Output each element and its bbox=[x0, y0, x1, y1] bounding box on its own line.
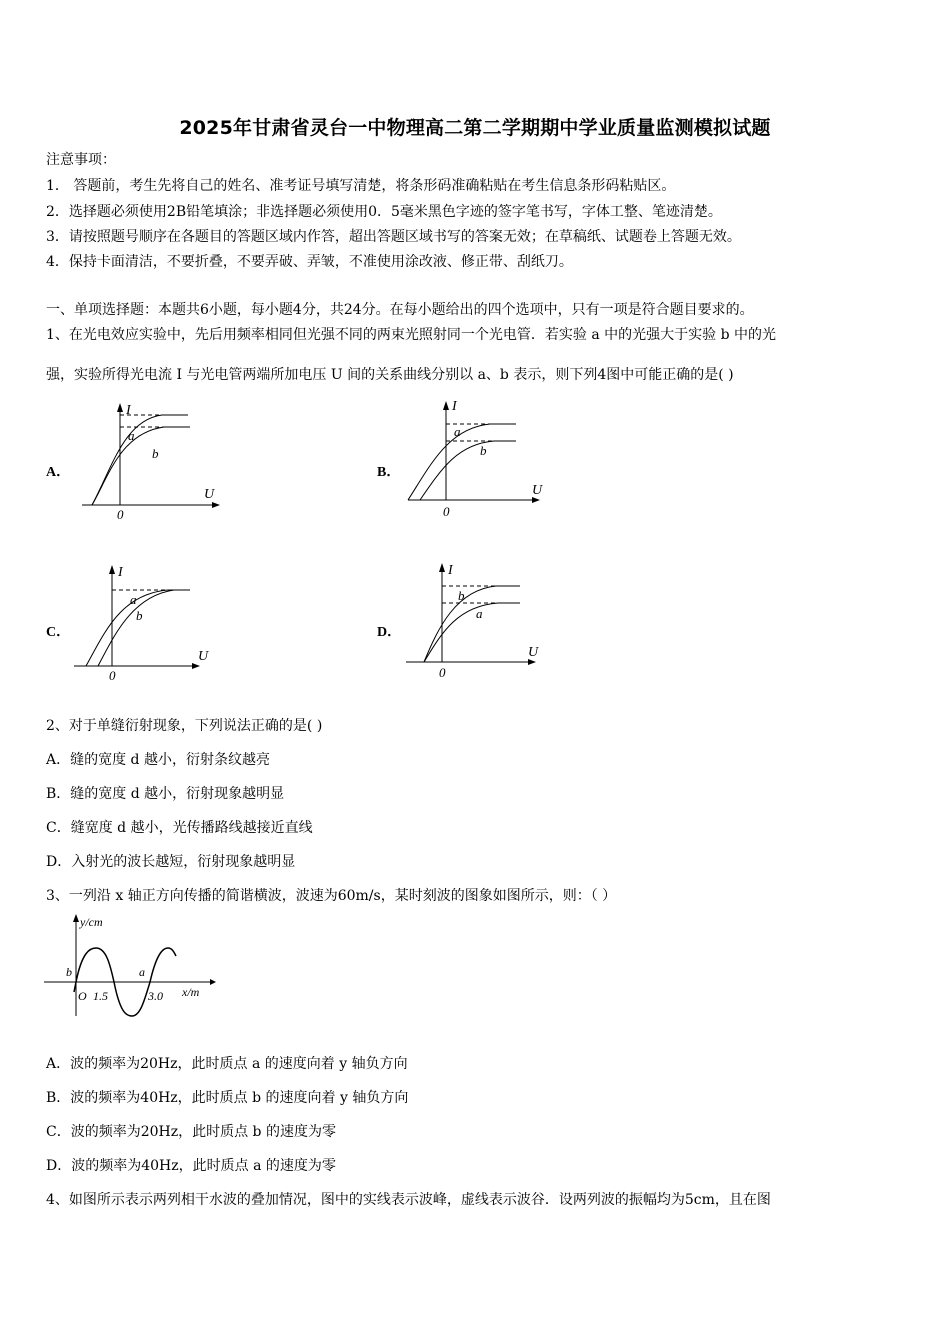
origin-label: 0 bbox=[117, 507, 124, 522]
origin-label: 0 bbox=[109, 668, 116, 683]
section-heading: 一、单项选择题：本题共6小题，每小题4分，共24分。在每小题给出的四个选项中，只有一项是符合题目要求的。 bbox=[46, 302, 754, 318]
answer-option: C．缝宽度 d 越小，光传播路线越接近直线 bbox=[46, 820, 313, 836]
notice-item: 3．请按照题号顺序在各题目的答题区域内作答，超出答题区域书写的答案无效；在草稿纸、试题卷上答题无效。 bbox=[46, 229, 741, 245]
x-axis-label: x/m bbox=[182, 985, 200, 999]
axis-label-i: I bbox=[448, 563, 453, 578]
curve-label: b bbox=[480, 443, 487, 458]
point-a-label: a bbox=[139, 965, 145, 979]
page-title: 2025年甘肃省灵台一中物理高二第二学期期中学业质量监测模拟试题 bbox=[179, 117, 771, 139]
tick-label: 1.5 bbox=[93, 989, 108, 1003]
axis-label-u: U bbox=[532, 483, 543, 498]
axis-label-u: U bbox=[528, 645, 539, 660]
answer-option: D．入射光的波长越短，衍射现象越明显 bbox=[46, 854, 296, 870]
notice-item: 1． 答题前，考生先将自己的姓名、准考证号填写清楚，将条形码准确粘贴在考生信息条形码粘贴区。 bbox=[46, 178, 676, 194]
option-label-a: A． bbox=[46, 465, 71, 480]
answer-option: B．波的频率为40Hz，此时质点 b 的速度向着 y 轴负方向 bbox=[46, 1090, 409, 1106]
notice-item: 2．选择题必须使用2B铅笔填涂；非选择题必须使用0．5毫米黑色字迹的签字笔书写，字体工整、笔迹清楚。 bbox=[46, 204, 722, 220]
point-b-label: b bbox=[66, 965, 72, 979]
axis-label-i: I bbox=[452, 399, 457, 414]
graph-option-b bbox=[404, 396, 554, 521]
answer-option: C．波的频率为20Hz，此时质点 b 的速度为零 bbox=[46, 1124, 336, 1140]
notice-item: 4．保持卡面清洁，不要折叠，不要弄破、弄皱，不准使用涂改液、修正带、刮纸刀。 bbox=[46, 254, 573, 270]
question-1-stem: 1、在光电效应实验中，先后用频率相同但光强不同的两束光照射同一个光电管．若实验 a 中的光强大于实验 b 中的光 bbox=[46, 327, 777, 343]
option-label-b: B． bbox=[377, 465, 401, 480]
option-label-d: D． bbox=[377, 625, 402, 640]
axis-label-i: I bbox=[126, 403, 131, 418]
wave-graph bbox=[44, 912, 219, 1022]
question-3-stem: 3、一列沿 x 轴正方向传播的简谐横波，波速为60m/s，某时刻波的图象如图所示，则：（ ） bbox=[46, 888, 617, 904]
curve-label: b bbox=[136, 608, 143, 623]
axis-label-u: U bbox=[204, 487, 215, 502]
graph-option-a bbox=[78, 398, 228, 523]
origin-label: 0 bbox=[443, 504, 450, 519]
answer-option: B．缝的宽度 d 越小，衍射现象越明显 bbox=[46, 786, 285, 802]
curve-label: a bbox=[476, 606, 483, 621]
answer-option: A．波的频率为20Hz，此时质点 a 的速度向着 y 轴负方向 bbox=[46, 1056, 408, 1072]
y-axis-label: y/cm bbox=[80, 915, 103, 929]
origin-label: 0 bbox=[439, 665, 446, 680]
option-label-c: C． bbox=[46, 625, 71, 640]
question-1-stem: 强，实验所得光电流 I 与光电管两端所加电压 U 间的关系曲线分别以 a、b 表示，则下列4图中可能正确的是( ) bbox=[46, 367, 734, 383]
origin-label: O bbox=[78, 989, 87, 1003]
notice-heading: 注意事项： bbox=[46, 152, 116, 168]
curve-label: b bbox=[458, 588, 465, 603]
axis-label-u: U bbox=[198, 649, 209, 664]
curve-label: a bbox=[130, 592, 137, 607]
answer-option: D．波的频率为40Hz，此时质点 a 的速度为零 bbox=[46, 1158, 336, 1174]
graph-option-d bbox=[402, 560, 552, 685]
curve-label: a bbox=[128, 428, 135, 443]
tick-label: 3.0 bbox=[148, 989, 163, 1003]
curve-label: b bbox=[152, 446, 159, 461]
axis-label-i: I bbox=[118, 565, 123, 580]
graph-option-c bbox=[70, 562, 220, 687]
question-4-stem: 4、如图所示表示两列相干水波的叠加情况，图中的实线表示波峰，虚线表示波谷．设两列波的振幅均为5cm，且在图 bbox=[46, 1192, 771, 1208]
curve-label: a bbox=[454, 424, 461, 439]
question-2-stem: 2、对于单缝衍射现象，下列说法正确的是( ) bbox=[46, 718, 323, 734]
answer-option: A．缝的宽度 d 越小，衍射条纹越亮 bbox=[46, 752, 270, 768]
